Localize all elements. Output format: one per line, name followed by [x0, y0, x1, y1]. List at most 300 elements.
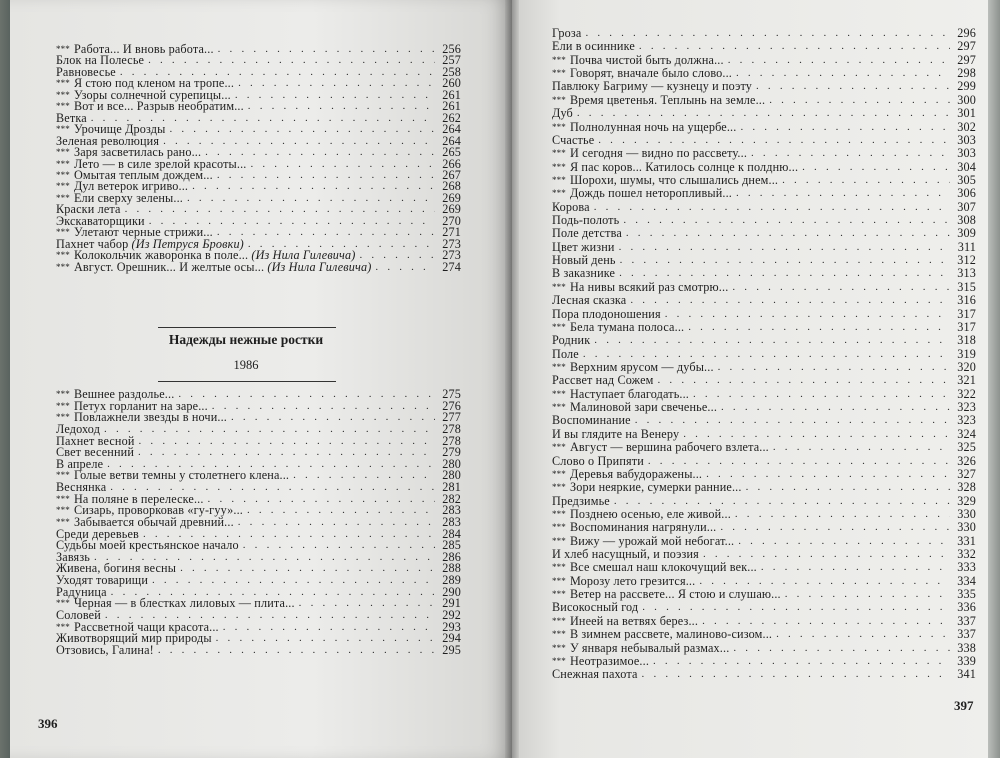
toc-entry-title: Дуб — [552, 106, 573, 121]
asterism-mark: *** — [552, 161, 566, 172]
toc-entry-page-number: 309 — [957, 226, 976, 241]
dot-leader — [187, 193, 435, 204]
toc-entry-title: Ветка — [56, 110, 87, 125]
toc-entry-page-number: 324 — [957, 426, 976, 441]
toc-entry-page-number: 285 — [442, 538, 461, 553]
dot-leader — [583, 348, 950, 361]
toc-entry — [552, 495, 976, 508]
dot-leader — [733, 642, 950, 655]
toc-entry-page-number: 279 — [442, 445, 461, 460]
toc-entry-title: Ледоход — [56, 421, 101, 436]
toc-entry-title: Работа... И вновь работа... — [73, 42, 214, 56]
dot-leader — [761, 561, 950, 574]
toc-entry-title: Говорят, вначале было слово... — [569, 66, 732, 81]
toc-entry-title: Радуница — [56, 584, 107, 599]
toc-entry-page-number: 265 — [442, 145, 461, 160]
toc-entry — [552, 308, 976, 321]
toc-entry-title: В заказнике — [552, 266, 616, 281]
dot-leader — [104, 424, 435, 436]
toc-entry-title-group — [552, 628, 772, 641]
toc-entry — [552, 80, 976, 93]
dot-leader — [635, 414, 950, 427]
toc-entry-title: Блок на Полесье — [56, 53, 145, 68]
dot-leader — [238, 78, 435, 89]
toc-entry-title-group — [552, 535, 734, 548]
toc-entry-page-number: 277 — [442, 410, 461, 425]
toc-entry-page-number: 322 — [957, 386, 976, 401]
toc-entry-title: Поле — [552, 346, 579, 361]
toc-entry-page-number: 307 — [957, 199, 976, 214]
toc-entry-title-group — [552, 80, 752, 93]
toc-entry-page-number: 269 — [442, 202, 461, 217]
toc-entry-page-number: 294 — [442, 631, 461, 646]
toc-entry-title-group — [552, 361, 714, 374]
toc-entry-title-group — [552, 107, 573, 120]
toc-entry-page-number: 330 — [957, 506, 976, 521]
toc-entry-title: Завязь — [56, 549, 90, 564]
toc-entry-title-group — [552, 334, 590, 347]
toc-entry-page-number: 262 — [442, 110, 461, 125]
dot-leader — [216, 633, 435, 645]
toc-entry-page-number: 329 — [957, 493, 976, 508]
toc-entry-title-group — [552, 441, 769, 454]
dot-leader — [238, 517, 435, 529]
toc-entry-title: Ели сверху зелены... — [73, 190, 183, 205]
toc-entry-title-group — [552, 348, 579, 361]
asterism-mark: *** — [552, 562, 566, 573]
toc-entry-title-group — [552, 588, 781, 601]
asterism-mark: *** — [552, 629, 566, 640]
toc-entry-title: Веснянка — [56, 480, 107, 494]
toc-entry-page-number: 297 — [957, 39, 976, 54]
dot-leader — [642, 668, 950, 681]
toc-entry — [56, 575, 461, 587]
asterism-mark: *** — [552, 575, 566, 586]
dot-leader — [639, 40, 950, 53]
toc-entry — [56, 540, 461, 552]
dot-leader — [619, 241, 950, 254]
toc-entry-title: Лесная сказка — [552, 293, 627, 308]
toc-entry — [56, 470, 461, 482]
toc-entry-page-number: 301 — [957, 106, 976, 121]
toc-entry-title-group — [552, 642, 729, 655]
toc-entry — [552, 241, 976, 254]
dot-leader — [158, 645, 435, 657]
toc-entry-page-number: 337 — [957, 627, 976, 642]
toc-entry-title-group — [552, 281, 728, 294]
toc-entry-title-group — [552, 147, 747, 160]
toc-entry — [552, 548, 976, 561]
dot-leader — [577, 107, 950, 120]
dot-leader — [375, 262, 435, 273]
dot-leader — [706, 468, 950, 481]
toc-entry-page-number: 273 — [442, 248, 461, 263]
toc-entry-title: Дул ветерок игриво... — [73, 179, 189, 194]
toc-entry-title: Я пас коров... Катилось солнце к полдню... — [569, 159, 799, 174]
dot-leader — [217, 227, 435, 238]
toc-entry-title: На нивы всякий раз смотрю... — [569, 279, 729, 294]
toc-entry-page-number: 317 — [957, 306, 976, 321]
toc-entry-page-number: 327 — [957, 466, 976, 481]
toc-entry-title-group — [552, 27, 581, 40]
dot-leader — [218, 44, 435, 55]
toc-entry-title: Цвет жизни — [552, 239, 615, 254]
toc-entry-title-group — [552, 308, 661, 321]
toc-entry-title: Рассвет над Сожем — [552, 373, 654, 388]
toc-entry-title: Уходят товарищи — [56, 573, 148, 587]
toc-entry-page-number: 278 — [442, 421, 461, 436]
toc-entry-page-number: 320 — [957, 359, 976, 374]
toc-entry-title: Воспоминание — [552, 413, 631, 428]
toc-entry-title-group — [552, 481, 742, 494]
asterism-mark: *** — [552, 54, 566, 65]
dot-leader — [251, 159, 436, 170]
toc-entry-page-number: 290 — [442, 584, 461, 599]
toc-entry-title: Заря засветилась рано... — [73, 145, 202, 160]
dot-leader — [152, 575, 435, 587]
toc-entry-page-number: 302 — [957, 119, 976, 134]
toc-entry-page-number: 282 — [442, 491, 461, 506]
dot-leader — [776, 628, 950, 641]
toc-entry-title-group — [552, 40, 635, 53]
toc-entry-page-number: 326 — [957, 453, 976, 468]
asterism-mark: *** — [56, 181, 70, 192]
toc-entry-title: Судьбы моей крестьянское начало — [56, 538, 239, 553]
toc-entry-title-group — [552, 601, 638, 614]
toc-entry-page-number: 333 — [957, 560, 976, 575]
toc-entry-page-number: 261 — [442, 87, 461, 102]
toc-entry-page-number: 289 — [442, 573, 461, 587]
toc-entry-page-number: 278 — [442, 433, 461, 448]
asterism-mark: *** — [56, 470, 70, 481]
page-number-left: 396 — [38, 716, 58, 731]
dot-leader — [247, 505, 435, 517]
dot-leader — [736, 67, 950, 80]
dot-leader — [732, 281, 950, 294]
toc-entry — [552, 147, 976, 160]
dot-leader — [180, 563, 435, 575]
dot-leader — [658, 374, 950, 387]
asterism-mark: *** — [552, 655, 566, 666]
toc-entry-page-number: 336 — [957, 600, 976, 615]
section-year: 1986 — [233, 358, 259, 372]
asterism-mark: *** — [552, 615, 566, 626]
toc-entry — [56, 101, 461, 112]
toc-entry-title-group — [552, 241, 615, 254]
toc-entry-title: Снежная пахота — [552, 667, 638, 682]
asterism-mark: *** — [552, 281, 566, 292]
toc-entry-title: На поляне в перелеске... — [73, 491, 204, 506]
toc-entry — [552, 561, 976, 574]
toc-entry-title: Зеленая революция — [56, 133, 160, 148]
toc-entry-title: Август. Орешник... И желтые осы... — [73, 259, 265, 274]
toc-entry-page-number: 298 — [957, 66, 976, 81]
toc-entry-page-number: 256 — [442, 42, 461, 56]
asterism-mark: *** — [56, 400, 70, 411]
toc-entry-title-group — [56, 259, 372, 274]
dot-leader — [598, 134, 950, 147]
toc-entry — [56, 598, 461, 610]
toc-entry-page-number: 273 — [442, 236, 461, 251]
toc-entry-title: В апреле — [56, 456, 104, 471]
asterism-mark: *** — [56, 621, 70, 632]
toc-entry-page-number: 311 — [957, 239, 976, 254]
toc-entry-title: Шорохи, шумы, что слышались днем... — [569, 172, 779, 187]
toc-entry-page-number: 331 — [957, 533, 976, 548]
page-number-right: 397 — [954, 698, 974, 713]
toc-entry — [552, 294, 976, 307]
toc-entry-title-group — [552, 548, 699, 561]
dot-leader — [738, 535, 950, 548]
toc-entry-page-number: 281 — [442, 480, 461, 494]
toc-entry-title: Я стою под кленом на тропе... — [73, 76, 235, 91]
toc-entry-title: Узоры солнечной сурепицы... — [73, 87, 231, 102]
toc-entry-title: И сегодня — видно по рассвету... — [569, 146, 748, 161]
dot-leader — [802, 161, 950, 174]
dot-leader — [736, 187, 950, 200]
left-page — [10, 0, 512, 758]
asterism-mark: *** — [552, 442, 566, 453]
dot-leader — [299, 598, 435, 610]
toc-entry-title: Урочище Дрозды — [73, 122, 166, 137]
dot-leader — [148, 55, 435, 66]
toc-entry — [552, 27, 976, 40]
toc-entry-page-number: 275 — [442, 387, 461, 401]
asterism-mark: *** — [56, 412, 70, 423]
toc-entry-page-number: 288 — [442, 561, 461, 576]
toc-entry — [56, 55, 461, 66]
asterism-mark: *** — [56, 78, 70, 89]
asterism-mark: *** — [552, 188, 566, 199]
asterism-mark: *** — [56, 227, 70, 238]
dot-leader — [683, 428, 950, 441]
asterism-mark: *** — [552, 121, 566, 132]
asterism-mark: *** — [56, 598, 70, 609]
asterism-mark: *** — [56, 89, 70, 100]
toc-entry-page-number: 306 — [957, 186, 976, 201]
toc-entry-title-group — [552, 174, 778, 187]
toc-entry-page-number: 325 — [957, 440, 976, 455]
toc-entry-title-group — [552, 187, 732, 200]
toc-entry-page-number: 299 — [957, 79, 976, 94]
dot-leader — [192, 181, 435, 192]
dot-leader — [594, 334, 950, 347]
toc-entry-title: Омытая теплым дождем... — [73, 167, 213, 182]
toc-entry — [552, 187, 976, 200]
dot-leader — [125, 204, 435, 215]
toc-entry-title-group — [552, 254, 616, 267]
dot-leader — [231, 412, 435, 424]
toc-right — [552, 27, 976, 682]
toc-entry-page-number: 286 — [442, 549, 461, 564]
toc-entry — [552, 428, 976, 441]
toc-entry — [552, 334, 976, 347]
toc-entry-title: Почва чистой быть должна... — [569, 52, 724, 67]
dot-leader — [699, 575, 950, 588]
toc-entry-page-number: 332 — [957, 547, 976, 562]
toc-entry-title-group — [56, 642, 154, 657]
book-spine — [505, 0, 519, 758]
toc-entry-page-number: 318 — [957, 333, 976, 348]
toc-entry-title: Родник — [552, 333, 591, 348]
toc-entry — [552, 67, 976, 80]
toc-entry-title: Рассветной чащи красота... — [73, 619, 219, 634]
dot-leader — [751, 147, 950, 160]
toc-entry — [552, 321, 976, 334]
toc-entry-title: Предзимье — [552, 493, 610, 508]
dot-leader — [773, 441, 950, 454]
toc-entry-page-number: 316 — [957, 293, 976, 308]
dot-leader — [235, 90, 435, 101]
toc-entry-title: Экскаваторщики — [56, 213, 145, 228]
toc-entry-page-number: 323 — [957, 400, 976, 415]
toc-entry-title: Подь-полоть — [552, 213, 620, 228]
toc-entry-title-group — [552, 321, 684, 334]
toc-entry-title: Соловей — [56, 607, 101, 622]
toc-entry-page-number: 264 — [442, 133, 461, 148]
toc-entry-title: Поле детства — [552, 226, 622, 241]
toc-entry-page-number: 337 — [957, 613, 976, 628]
asterism-mark: *** — [552, 174, 566, 185]
toc-entry-page-number: 300 — [957, 92, 976, 107]
asterism-mark: *** — [552, 482, 566, 493]
toc-entry-page-number: 264 — [442, 122, 461, 137]
toc-entry — [56, 447, 461, 459]
asterism-mark: *** — [56, 493, 70, 504]
toc-entry-title-group — [552, 161, 798, 174]
toc-entry — [552, 668, 976, 681]
toc-entry-title-group — [552, 294, 626, 307]
toc-entry — [552, 455, 976, 468]
toc-entry — [552, 414, 976, 427]
toc-entry-page-number: 280 — [442, 468, 461, 483]
toc-entry-title: Голые ветви темны у столетнего клена... — [73, 468, 290, 483]
dot-leader — [619, 267, 950, 280]
toc-entry-title: Повлажнели звезды в ночи... — [73, 410, 227, 425]
toc-entry — [552, 575, 976, 588]
dot-leader — [702, 615, 950, 628]
dot-leader — [653, 655, 950, 668]
toc-entry-title: Пахнет чабор — [56, 236, 129, 251]
toc-entry-title: Воспоминания нагрянули... — [569, 520, 717, 535]
asterism-mark: *** — [552, 321, 566, 332]
toc-entry — [552, 588, 976, 601]
dot-leader — [217, 170, 435, 181]
toc-entry-page-number: 319 — [957, 346, 976, 361]
toc-entry-title: Бела тумана полоса... — [569, 319, 685, 334]
dot-leader — [169, 124, 435, 135]
toc-entry — [552, 508, 976, 521]
toc-entry — [552, 254, 976, 267]
toc-entry-title: Павлюку Багриму — кузнецу и поэту — [552, 79, 753, 94]
toc-entry — [552, 441, 976, 454]
toc-entry-title-group — [552, 668, 638, 681]
dot-leader — [642, 601, 950, 614]
dot-leader — [178, 389, 435, 401]
toc-entry-title: Петух горланит на заре... — [73, 398, 208, 413]
toc-entry-title: Отзовись, Галина! — [56, 642, 154, 657]
dot-leader — [614, 495, 950, 508]
asterism-mark: *** — [552, 535, 566, 546]
toc-entry-page-number: 315 — [957, 279, 976, 294]
toc-entry — [552, 267, 976, 280]
toc-entry-page-number: 257 — [442, 53, 461, 68]
toc-entry-title: Ветер на рассвете... Я стою и слушаю... — [569, 587, 781, 602]
dot-leader — [735, 508, 950, 521]
dot-leader — [243, 540, 435, 552]
asterism-mark: *** — [552, 468, 566, 479]
toc-entry-page-number: 267 — [442, 167, 461, 182]
dot-leader — [703, 548, 950, 561]
toc-entry-page-number: 297 — [957, 52, 976, 67]
toc-entry-source: (Из Нила Гилевича) — [267, 259, 372, 274]
dot-leader — [248, 101, 435, 112]
toc-entry — [552, 535, 976, 548]
toc-entry — [552, 227, 976, 240]
toc-entry-page-number: 291 — [442, 596, 461, 611]
asterism-mark: *** — [56, 261, 70, 272]
toc-entry — [56, 412, 461, 424]
toc-entry-title: Новый день — [552, 253, 616, 268]
toc-entry — [552, 401, 976, 414]
toc-entry-page-number: 261 — [442, 99, 461, 114]
dot-leader — [594, 201, 950, 214]
toc-entry-page-number: 321 — [957, 373, 976, 388]
toc-entry-page-number: 303 — [957, 132, 976, 147]
toc-entry-title: Морозу лето грезится... — [569, 573, 696, 588]
toc-entry-page-number: 283 — [442, 514, 461, 529]
toc-entry-title-group — [552, 455, 644, 468]
toc-entry-title: Дождь пошел неторопливый... — [569, 186, 732, 201]
toc-entry-title-group — [552, 54, 724, 67]
toc-entry — [552, 40, 976, 53]
toc-entry-title: Наступает благодать... — [569, 386, 689, 401]
toc-entry — [552, 655, 976, 668]
dot-leader — [138, 447, 435, 459]
toc-entry-title-group — [552, 214, 619, 227]
toc-entry-title-group — [552, 575, 695, 588]
toc-entry-title: Високосный год — [552, 600, 639, 615]
toc-entry-title: Лето — в силе зрелой красоты... — [73, 156, 247, 171]
toc-entry-page-number: 312 — [957, 253, 976, 268]
asterism-mark: *** — [56, 192, 70, 203]
dot-leader — [293, 470, 435, 482]
toc-entry-page-number: 280 — [442, 456, 461, 471]
toc-entry-title: Животворящий мир природы — [56, 631, 212, 646]
toc-entry-title-group — [552, 121, 736, 134]
dot-leader — [720, 521, 950, 534]
toc-entry-title-group — [552, 561, 757, 574]
dot-leader — [746, 481, 950, 494]
toc-entry-title-group — [552, 267, 615, 280]
toc-entry-page-number: 317 — [957, 319, 976, 334]
toc-entry-title: Черная — в блестках лиловых — плита... — [73, 596, 295, 611]
toc-entry-title: Инеей на ветвях берез... — [569, 613, 699, 628]
toc-entry-title-group — [552, 388, 689, 401]
asterism-mark: *** — [56, 169, 70, 180]
asterism-mark: *** — [56, 101, 70, 112]
asterism-mark: *** — [56, 158, 70, 169]
dot-leader — [665, 308, 950, 321]
dot-leader — [623, 214, 950, 227]
dot-leader — [769, 94, 950, 107]
toc-entry-title-group — [552, 227, 622, 240]
toc-entry — [552, 388, 976, 401]
dot-leader — [782, 174, 950, 187]
toc-entry-page-number: 339 — [957, 653, 976, 668]
asterism-mark: *** — [56, 505, 70, 516]
toc-entry — [552, 161, 976, 174]
